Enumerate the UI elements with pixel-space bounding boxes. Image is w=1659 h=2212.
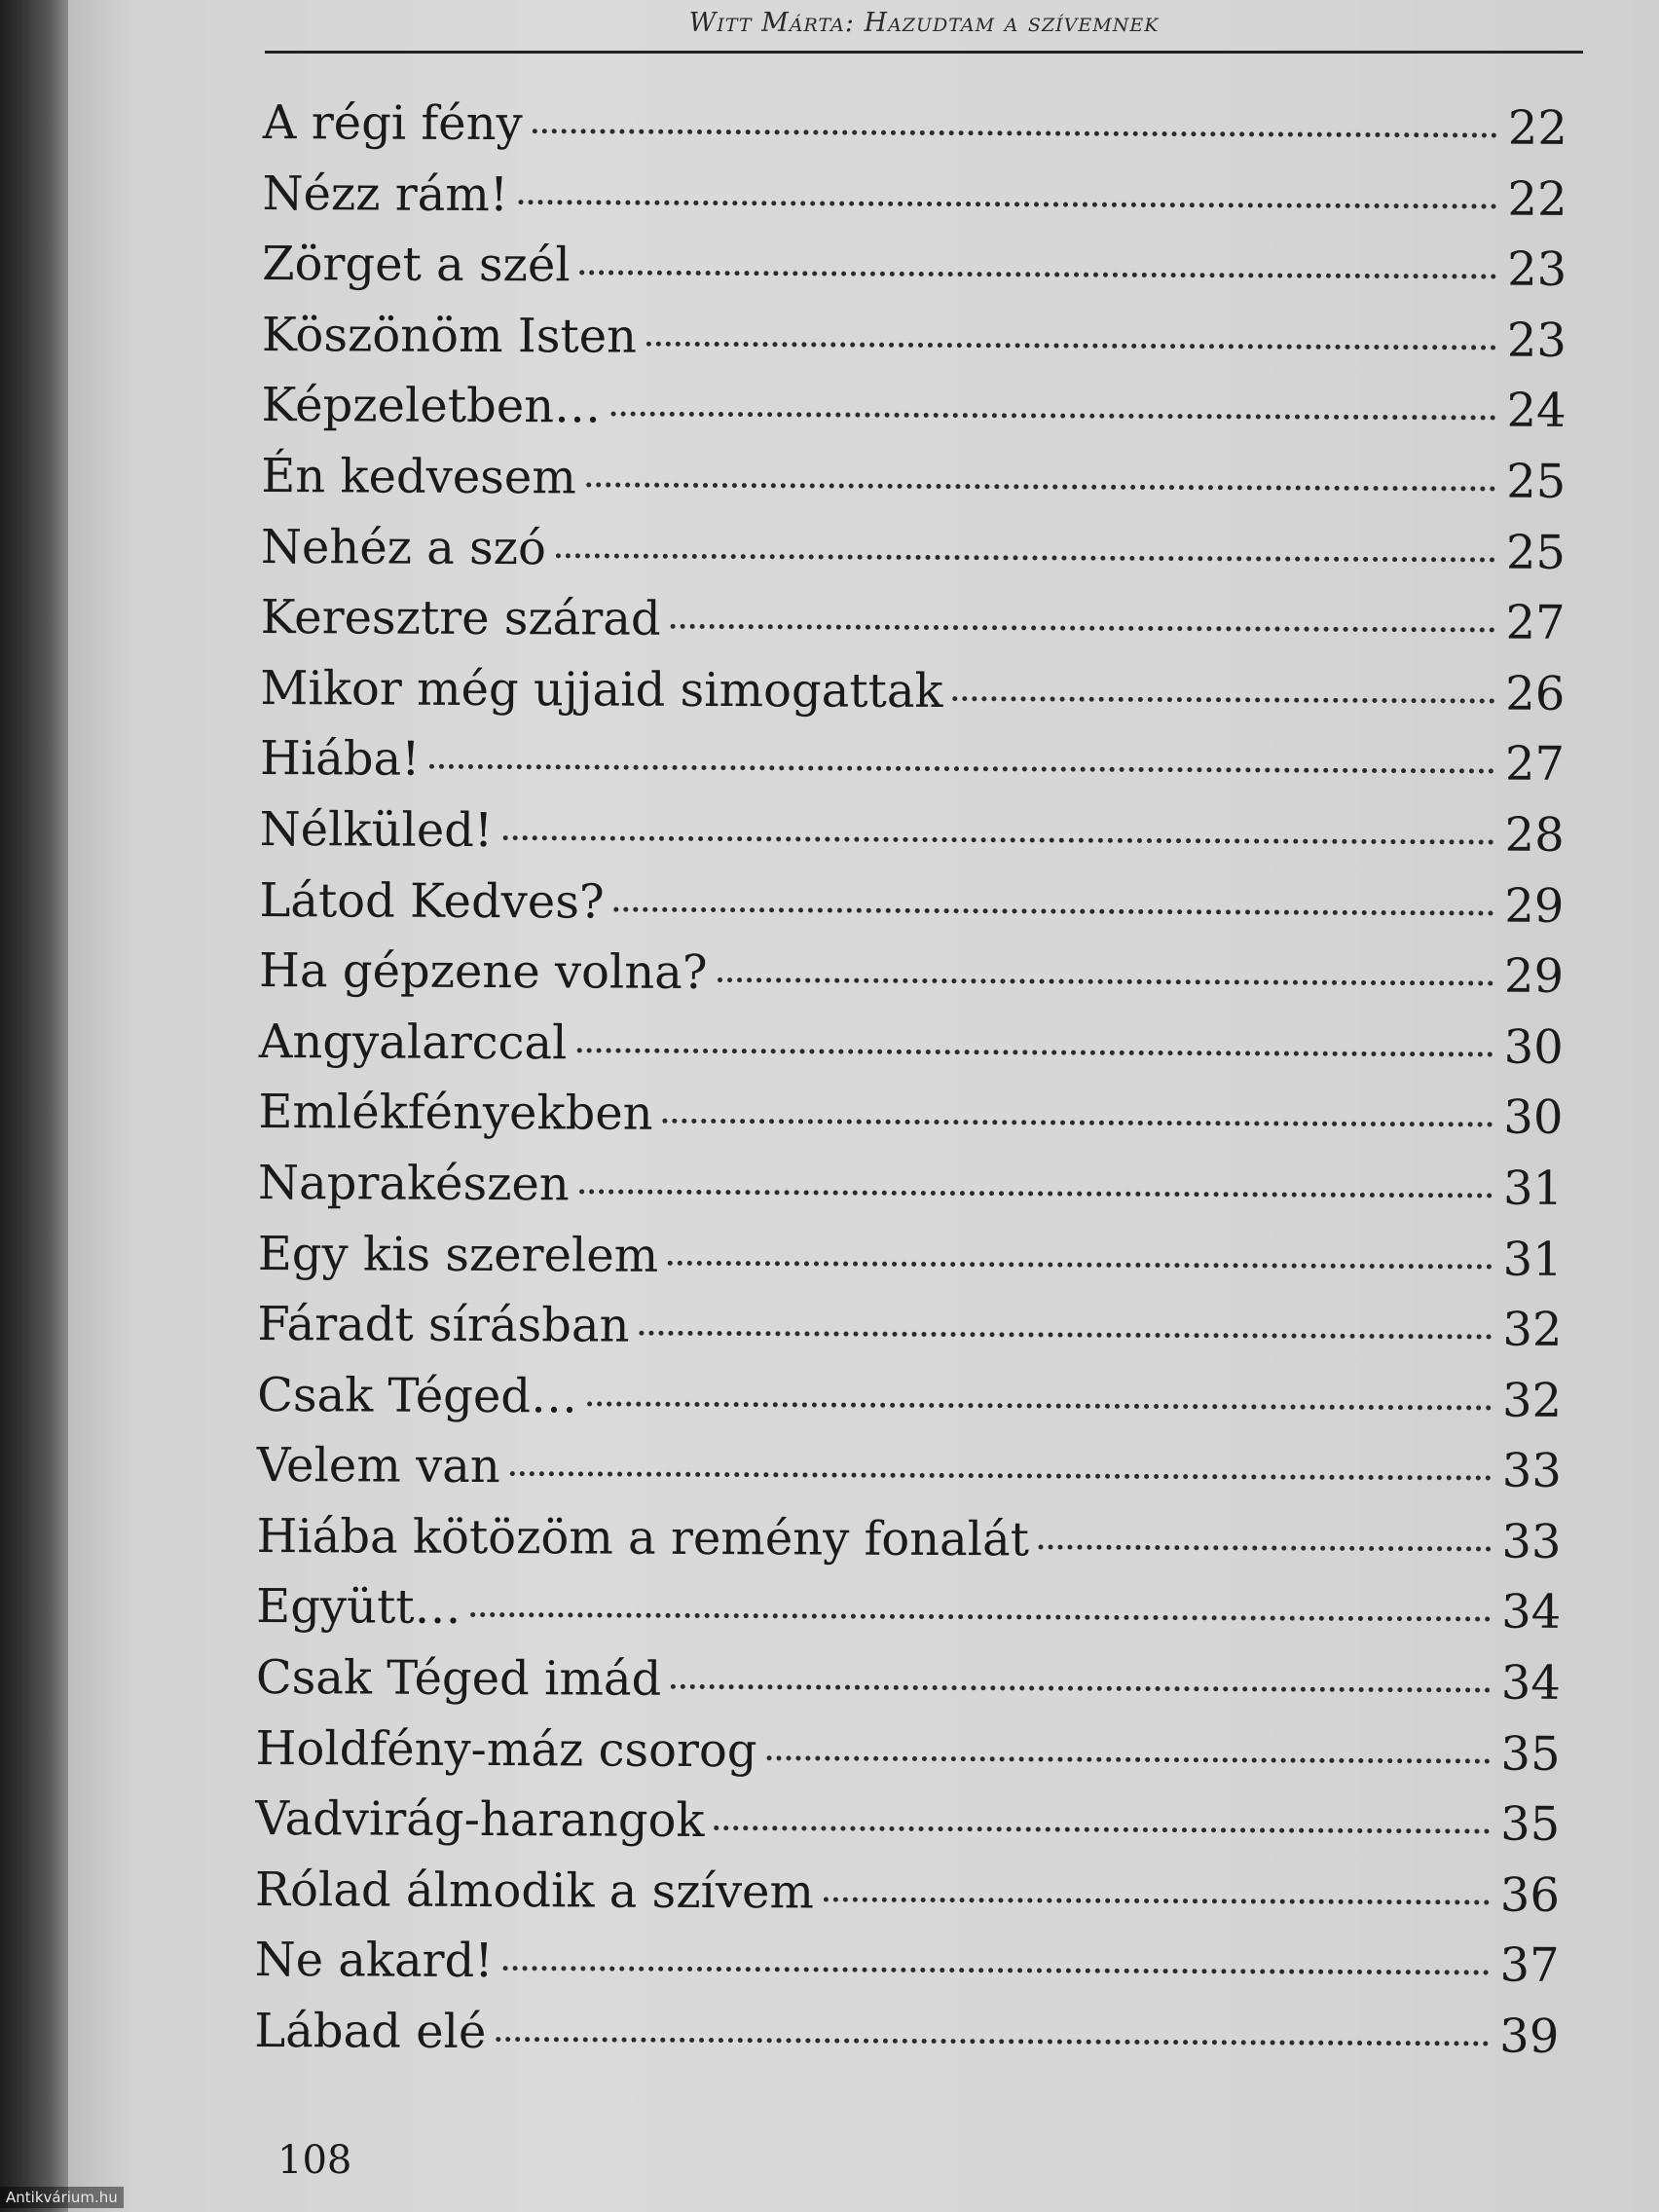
- table-of-contents: [254, 95, 1567, 2080]
- toc-entry-title: Nézz rám!: [262, 166, 509, 222]
- running-head: Witt Márta: Hazudtam a szívemnek: [688, 8, 1160, 38]
- toc-entry: [262, 308, 1567, 384]
- toc-entry-title: Ne akard!: [254, 1933, 494, 1989]
- toc-entry-title: Csak Téged…: [257, 1367, 578, 1424]
- toc-entry-page: 27: [1504, 736, 1566, 793]
- toc-entry-title: Mikor még ujjaid simogattak: [260, 660, 943, 719]
- dot-leader: [580, 271, 1497, 279]
- toc-entry-title: Együtt…: [256, 1579, 461, 1636]
- dot-leader: [766, 1755, 1490, 1763]
- toc-entry-page: 35: [1500, 1726, 1561, 1782]
- toc-entry-title: Csak Téged imád: [255, 1650, 662, 1707]
- toc-entry: [260, 590, 1565, 666]
- toc-entry: [260, 661, 1565, 737]
- toc-entry: [255, 1721, 1560, 1797]
- toc-entry: [254, 1933, 1559, 2009]
- book-spine-shadow: [0, 0, 68, 2212]
- toc-entry-title: Zörget a szél: [262, 237, 571, 293]
- toc-entry-page: 32: [1502, 1302, 1563, 1357]
- toc-entry-page: 33: [1501, 1443, 1562, 1499]
- toc-entry-page: 22: [1507, 171, 1567, 227]
- dot-leader: [671, 1684, 1491, 1693]
- toc-entry: [261, 449, 1566, 525]
- toc-entry-page: 30: [1503, 1019, 1564, 1075]
- toc-entry: [256, 1509, 1561, 1585]
- dot-leader: [671, 624, 1495, 633]
- toc-entry-page: 36: [1499, 1867, 1561, 1923]
- toc-entry-page: 23: [1507, 241, 1567, 298]
- dot-leader: [639, 1331, 1492, 1340]
- dot-leader: [510, 1471, 1492, 1480]
- toc-entry: [260, 731, 1565, 807]
- toc-entry-page: 24: [1506, 383, 1567, 439]
- toc-entry-page: 35: [1500, 1796, 1561, 1853]
- toc-entry: [255, 1791, 1560, 1867]
- dot-leader: [587, 1401, 1492, 1410]
- dot-leader: [646, 342, 1496, 350]
- watermark: Antikvárium.hu: [0, 2187, 124, 2208]
- toc-entry-page: 31: [1502, 1161, 1564, 1216]
- dot-leader: [718, 977, 1494, 985]
- dot-leader: [503, 1967, 1490, 1975]
- toc-entry-page: 29: [1504, 878, 1565, 934]
- dot-leader: [579, 1189, 1493, 1198]
- dot-leader: [576, 1048, 1493, 1056]
- toc-entry: [262, 166, 1567, 242]
- toc-entry-title: Emlékfényekben: [258, 1085, 653, 1142]
- toc-entry-title: A régi fény: [262, 95, 523, 152]
- toc-entry-page: 32: [1501, 1373, 1563, 1428]
- header-rule: [265, 51, 1583, 54]
- toc-entry-title: Fáradt sírásban: [257, 1297, 630, 1353]
- dot-leader: [586, 482, 1495, 491]
- toc-entry: [262, 237, 1567, 313]
- toc-entry-title: Vadvirág-harangok: [255, 1791, 705, 1849]
- dot-leader: [610, 412, 1496, 421]
- toc-entry: [256, 1650, 1561, 1726]
- toc-entry-page: 34: [1500, 1655, 1562, 1711]
- dot-leader: [1039, 1544, 1492, 1551]
- toc-entry-page: 29: [1503, 948, 1565, 1004]
- dot-leader: [502, 835, 1493, 844]
- toc-entry-page: 27: [1505, 595, 1566, 650]
- toc-entry-title: Naprakészen: [258, 1155, 570, 1212]
- toc-entry: [258, 1156, 1563, 1232]
- dot-leader: [663, 1119, 1493, 1127]
- dot-leader: [824, 1897, 1490, 1904]
- toc-entry-page: 31: [1502, 1232, 1563, 1287]
- toc-entry-title: Képzeletben…: [261, 378, 602, 434]
- dot-leader: [533, 129, 1497, 137]
- dot-leader: [668, 1260, 1493, 1269]
- toc-entry-title: Rólad álmodik a szívem: [254, 1862, 815, 1920]
- toc-entry: [255, 1862, 1560, 1938]
- dot-leader: [953, 696, 1495, 703]
- toc-entry-page: 28: [1504, 807, 1565, 863]
- toc-entry: [261, 378, 1566, 454]
- toc-entry: [259, 943, 1564, 1019]
- toc-entry: [260, 802, 1565, 878]
- toc-entry-title: Hiába!: [259, 731, 421, 788]
- dot-leader: [496, 2037, 1489, 2046]
- toc-entry-title: Egy kis szerelem: [257, 1226, 659, 1283]
- toc-entry-page: 34: [1501, 1585, 1562, 1641]
- toc-entry-title: Holdfény-máz csorog: [255, 1720, 757, 1778]
- dot-leader: [429, 764, 1494, 774]
- page-number: 108: [277, 2138, 352, 2183]
- dot-leader: [556, 553, 1495, 562]
- toc-entry: [257, 1438, 1562, 1514]
- toc-entry: [254, 2004, 1559, 2080]
- toc-entry: [259, 873, 1564, 949]
- toc-entry-page: 33: [1501, 1514, 1562, 1569]
- toc-entry-title: Nehéz a szó: [260, 519, 547, 575]
- toc-entry: [257, 1297, 1562, 1373]
- toc-entry: [258, 1085, 1563, 1161]
- toc-entry-title: Lábad elé: [254, 2004, 487, 2060]
- toc-entry-page: 39: [1499, 2009, 1560, 2064]
- toc-entry: [259, 1014, 1564, 1090]
- toc-entry-title: Nélküled!: [259, 801, 494, 858]
- dot-leader: [518, 200, 1496, 208]
- toc-entry-title: Hiába kötözöm a remény fonalát: [256, 1508, 1030, 1567]
- toc-entry-title: Velem van: [256, 1438, 500, 1494]
- toc-entry-title: Keresztre szárad: [260, 590, 661, 646]
- toc-entry-title: Angyalarccal: [258, 1014, 568, 1071]
- toc-entry-page: 25: [1506, 454, 1567, 509]
- toc-entry-title: Látod Kedves?: [259, 872, 605, 930]
- toc-entry-page: 23: [1506, 313, 1567, 368]
- toc-entry-title: Én kedvesem: [261, 448, 576, 505]
- toc-entry: [257, 1368, 1562, 1444]
- toc-entry-page: 30: [1503, 1089, 1564, 1146]
- dot-leader: [715, 1825, 1491, 1833]
- dot-leader: [471, 1612, 1492, 1622]
- toc-entry: [258, 1226, 1563, 1302]
- dot-leader: [614, 906, 1494, 915]
- toc-entry-page: 37: [1499, 1937, 1560, 1994]
- toc-entry-page: 25: [1505, 525, 1567, 580]
- toc-entry-title: Ha gépzene volna?: [258, 943, 708, 1001]
- toc-entry: [256, 1579, 1561, 1655]
- toc-entry-title: Köszönöm Isten: [261, 307, 638, 364]
- toc-entry: [263, 95, 1567, 171]
- toc-entry-page: 26: [1505, 666, 1566, 721]
- toc-entry-page: 22: [1507, 100, 1567, 156]
- toc-entry: [261, 520, 1566, 596]
